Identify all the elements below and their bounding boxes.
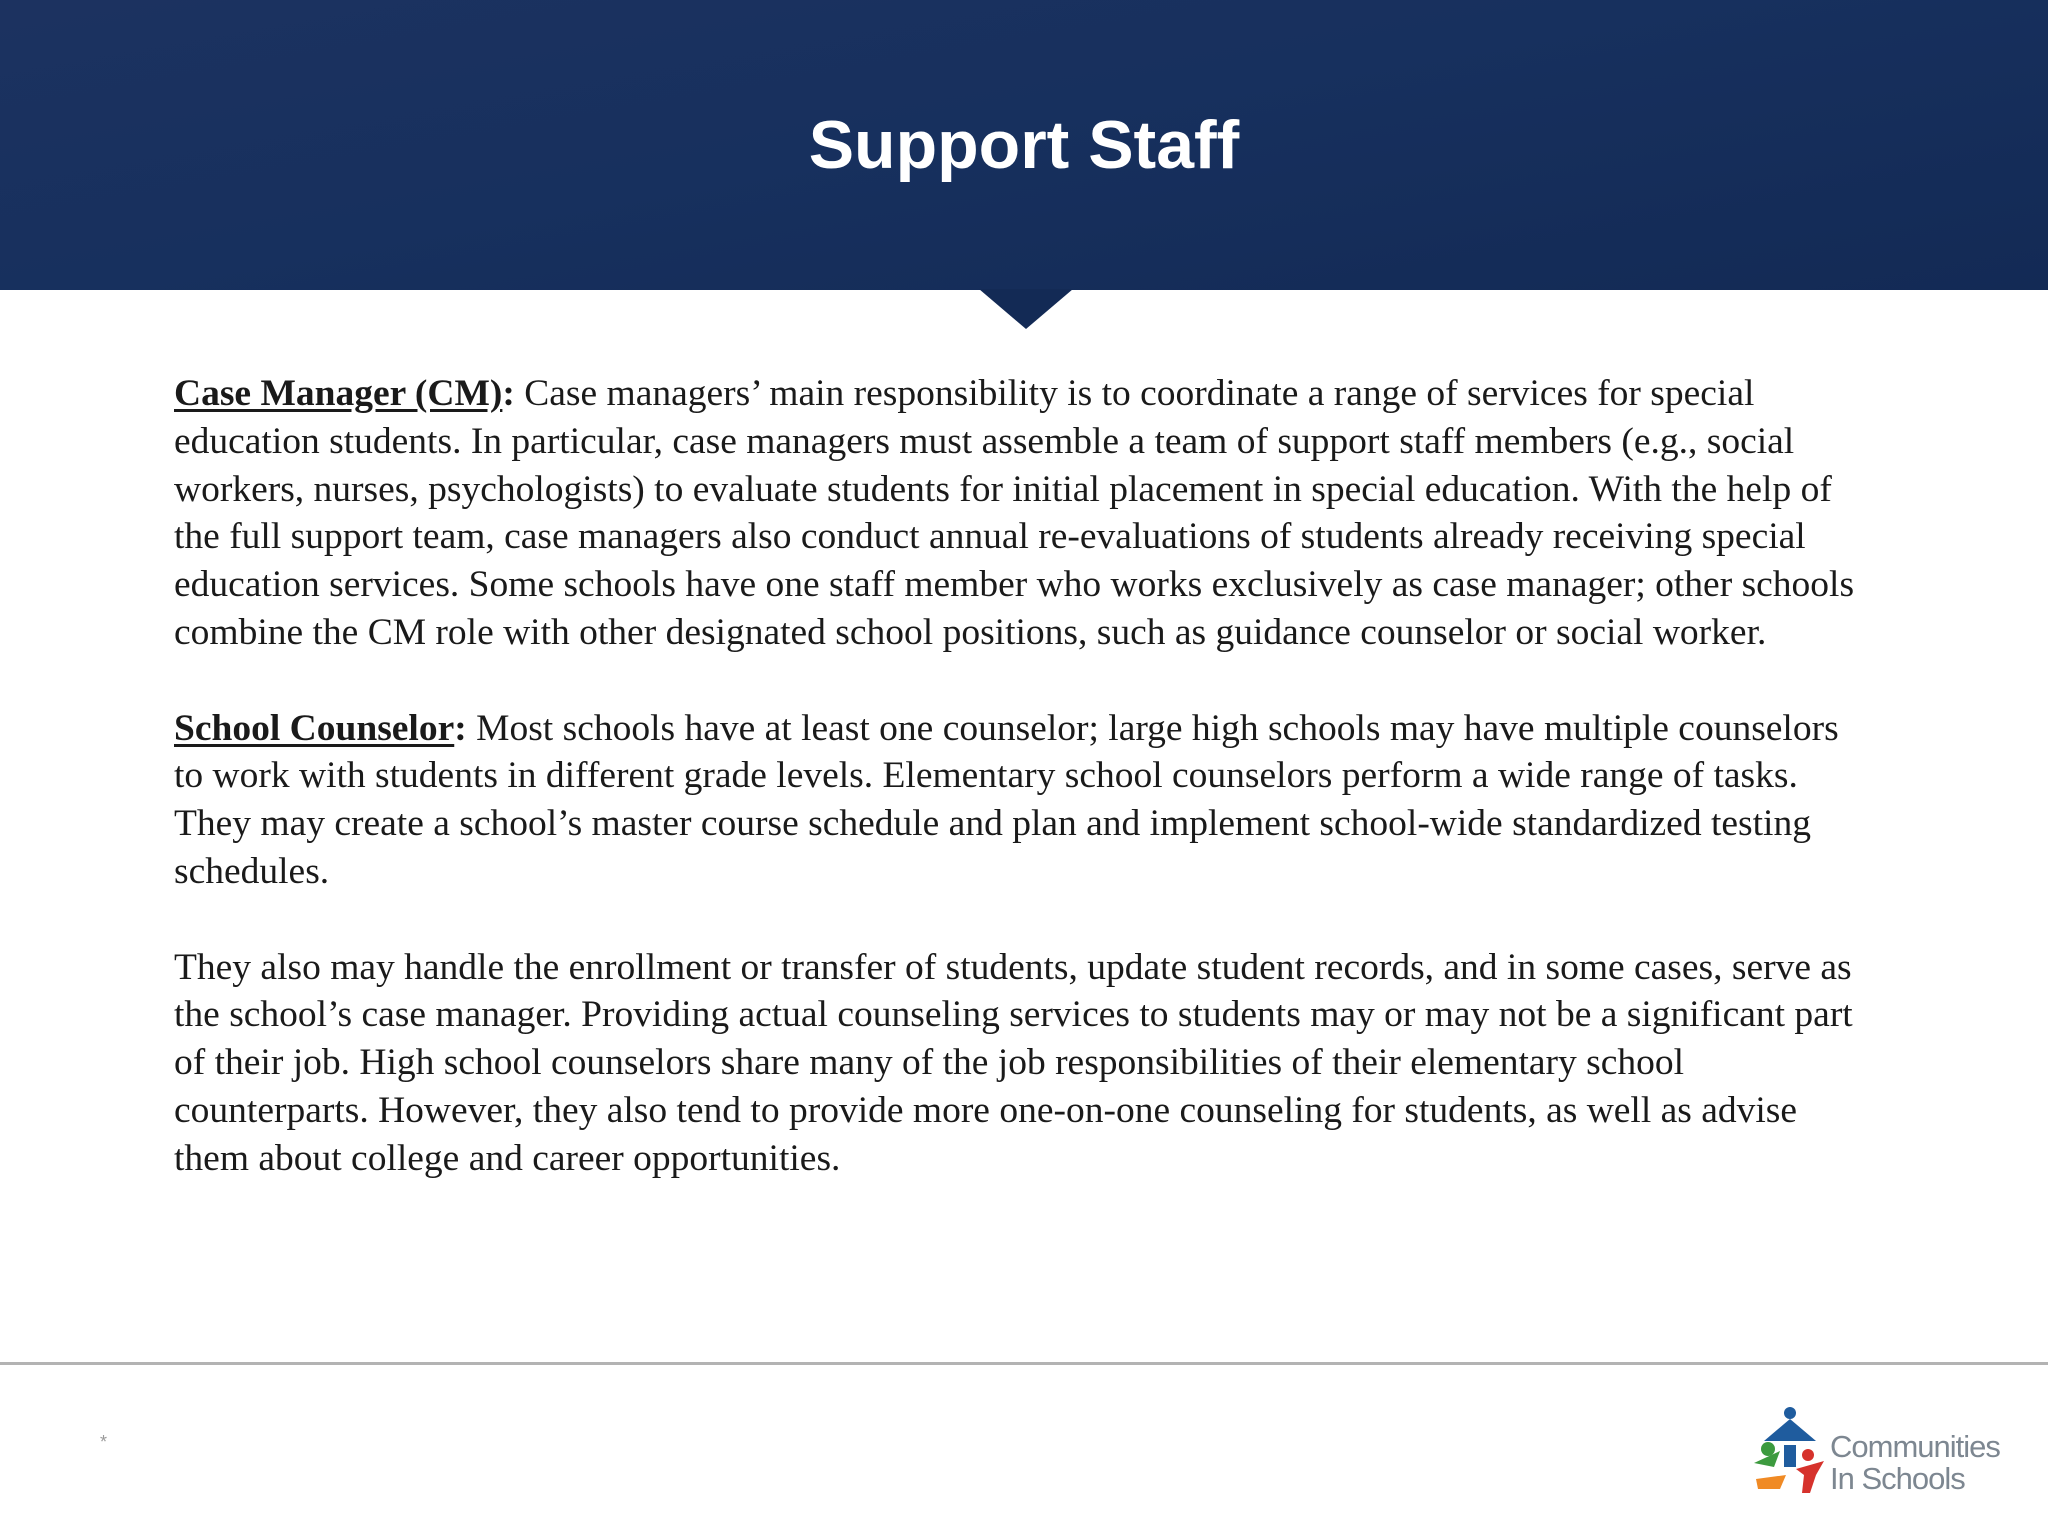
- term-case-manager: Case Manager (CM): [174, 373, 503, 414]
- logo-text-line2: In Schools: [1830, 1461, 1965, 1496]
- logo-text-line1: Communities: [1830, 1429, 2000, 1464]
- slide-marker: *: [100, 1432, 108, 1452]
- header-pointer: [979, 289, 1073, 329]
- term-colon: :: [454, 707, 467, 749]
- term-school-counselor: School Counselor: [174, 707, 455, 749]
- body-content: [174, 370, 1874, 1230]
- paragraph-case-manager: [174, 370, 1874, 657]
- case-manager-description: Case managers’ main responsibility is to coordinate a range of services for special education students. In particular, case managers must assemble a team of support staff members (e.g., social workers, nurses, psychologists) to evaluate students for initial placement in special education. With the help of the full support team, case managers also conduct annual re-evaluations of students already receiving special education services. Some schools have one staff member who works exclusively as case manager; other schools combine the CM role with other designated school positions, such as guidance counselor or social worker.: [174, 373, 1855, 653]
- people-house-icon: [1750, 1405, 1828, 1497]
- slide-title: Support Staff: [808, 107, 1240, 183]
- term-colon: :: [502, 373, 515, 414]
- communities-in-schools-logo: [1750, 1405, 2010, 1497]
- school-counselor-description: Most schools have at least one counselor; large high schools may have multiple counselors to work with students in different grade levels. Elementary school counselors perform a wide range of tasks. They may create a school’s master course schedule and plan and implement school-wide standardized testing schedules.: [174, 707, 1839, 892]
- paragraph-school-counselor: [174, 705, 1874, 896]
- counselor-continued-text: They also may handle the enrollment or transfer of students, update student records, and in some cases, serve as the school’s case manager. Providing actual counseling services to students may or may not be a significant part of their job. High school counselors share many of the job responsibilities of their elementary school counterparts. However, they also tend to provide more one-on-one counseling for students, as well as advise them about college and career opportunities.: [174, 946, 1853, 1179]
- paragraph-counselor-continued: [174, 944, 1874, 1183]
- footer-rule: [0, 1362, 2048, 1365]
